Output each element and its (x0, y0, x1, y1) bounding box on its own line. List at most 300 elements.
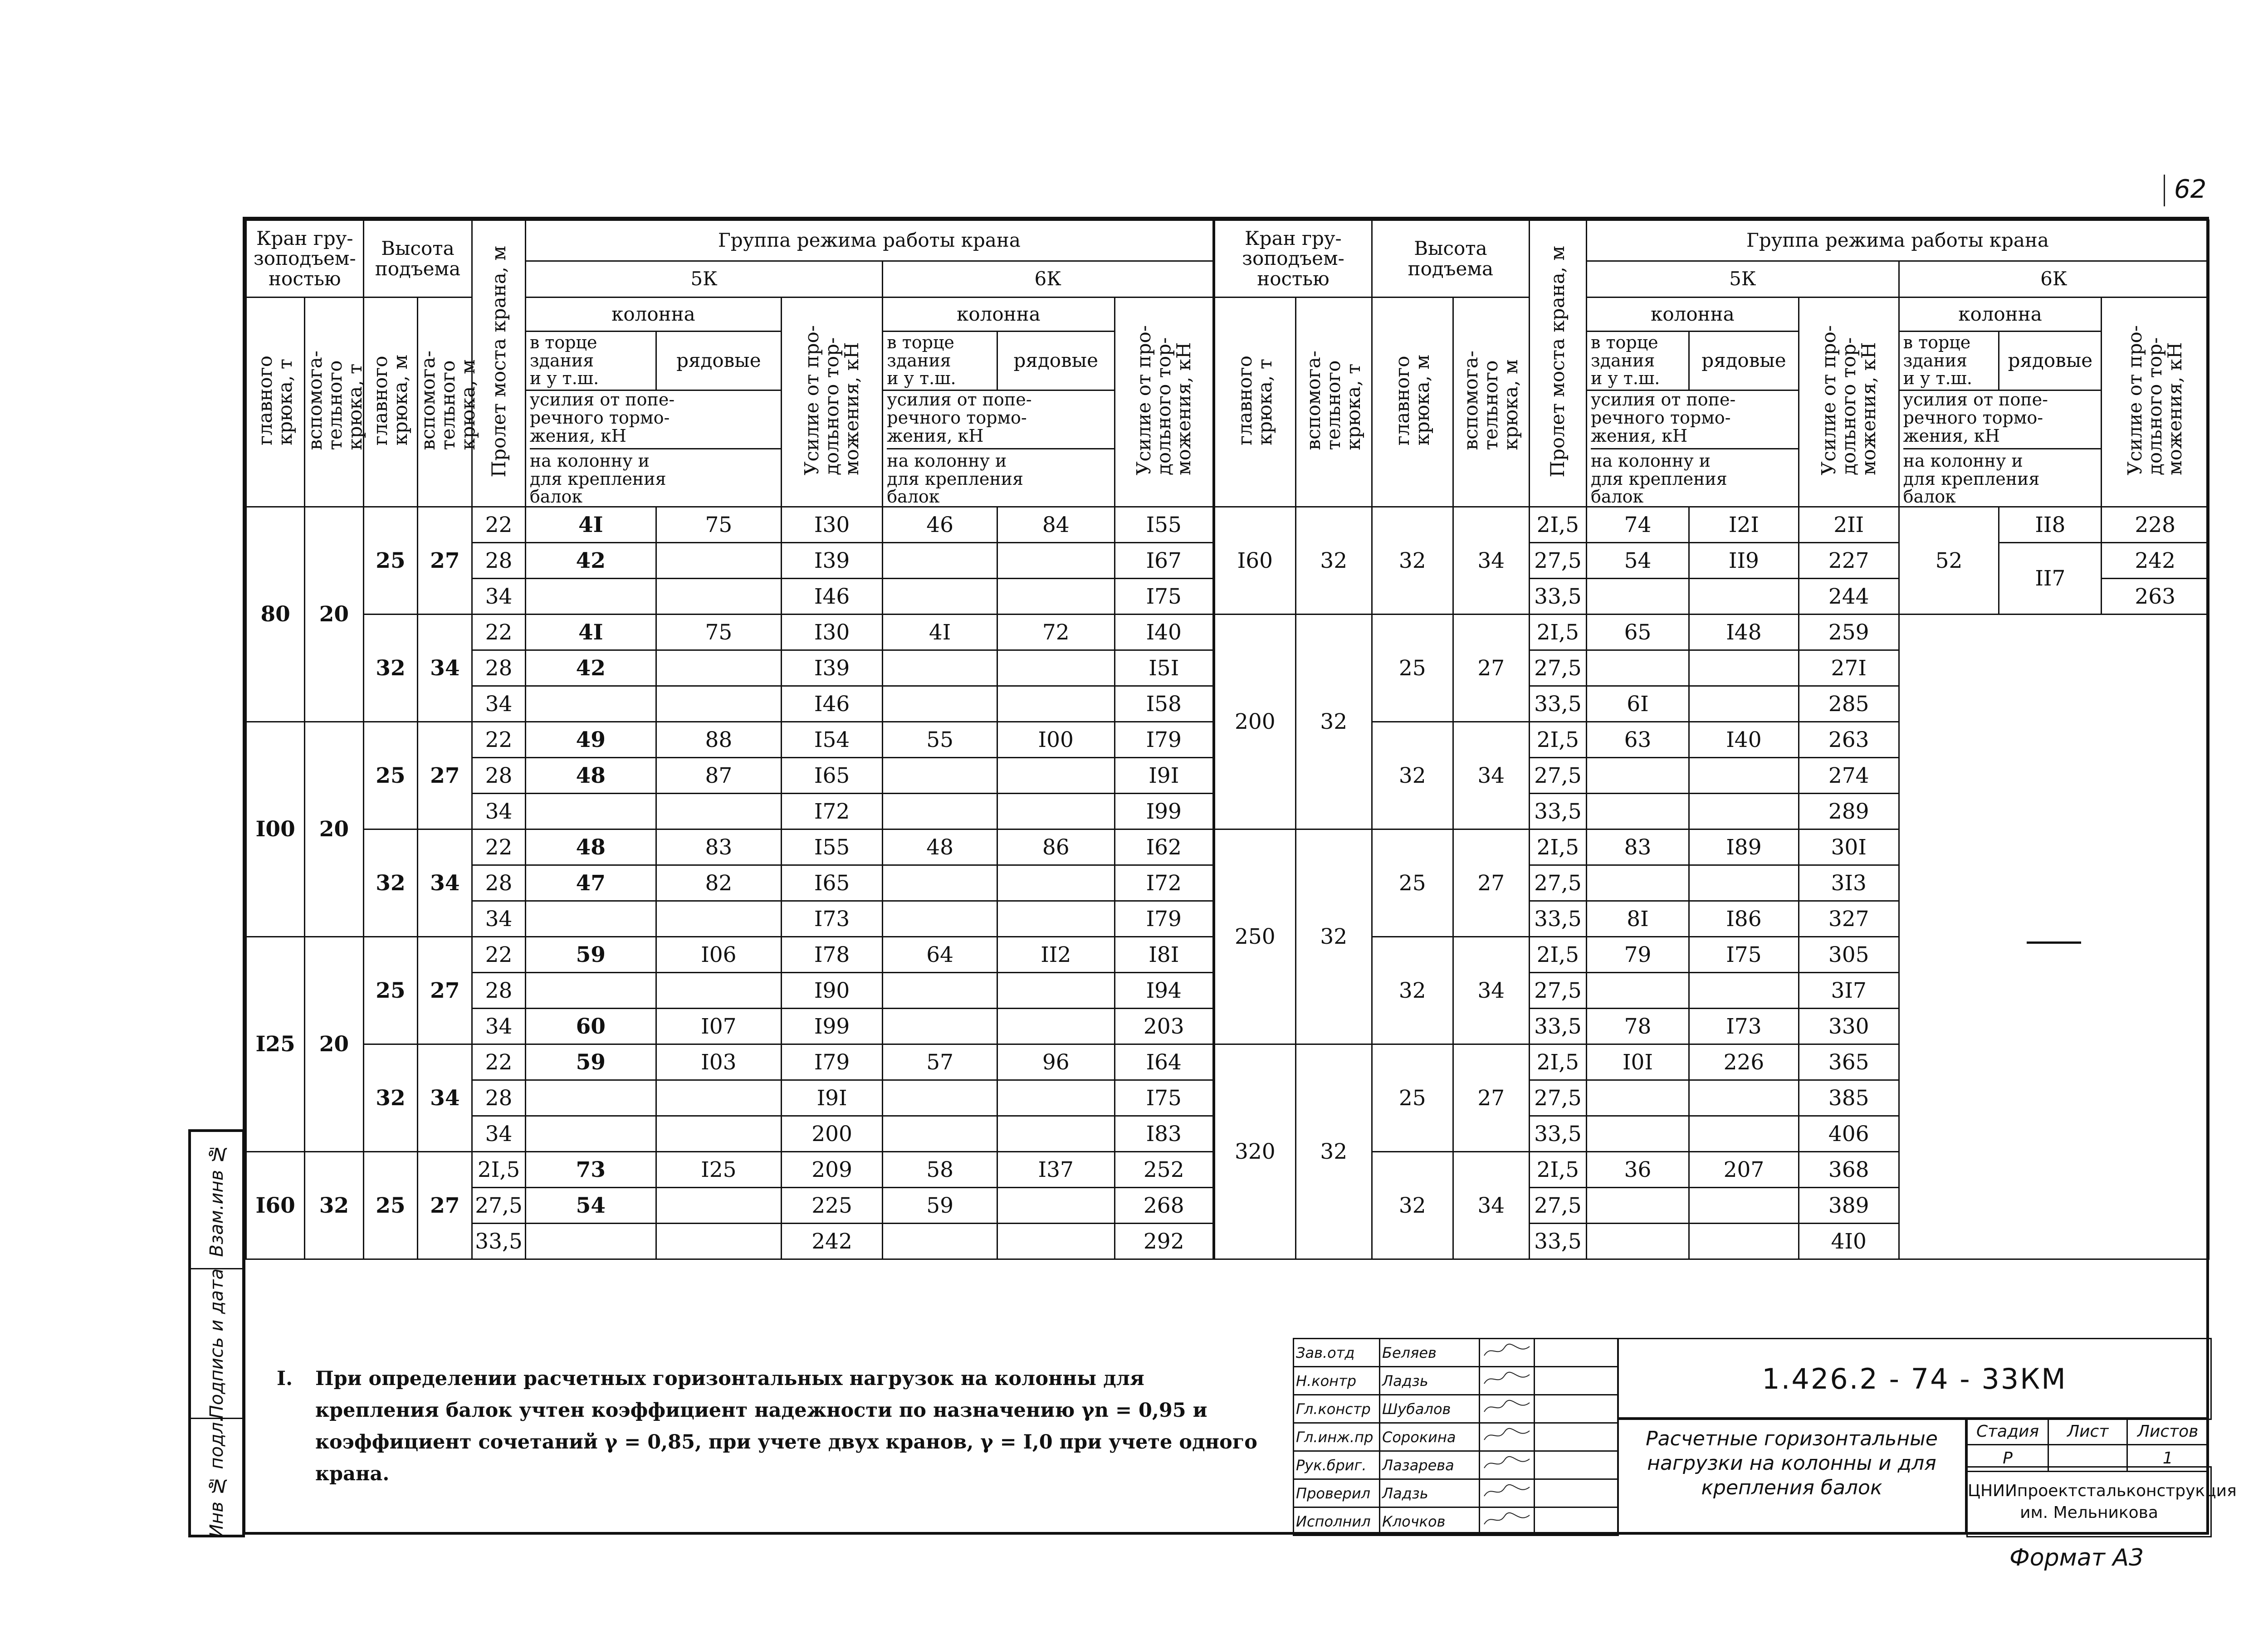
span-value: 28 (472, 758, 526, 794)
row-6k-value: 96 (997, 1044, 1114, 1080)
group-5k-header: 5К (1587, 261, 1899, 298)
span-value: 2I,5 (1529, 937, 1586, 973)
row-5k-value (656, 1116, 781, 1152)
end-wall-5k-value (525, 1116, 656, 1152)
date-cell (1535, 1507, 1618, 1536)
end-wall-5k-header: в торце здания и у т.ш. (525, 332, 656, 390)
end-wall-5k-value: 36 (1587, 1152, 1689, 1188)
no-data-6k-dash (1899, 615, 2209, 1259)
right-load-table (1214, 219, 2209, 1260)
aux-hook-height: 34 (418, 1044, 472, 1152)
sheets-label: Листов (2127, 1418, 2209, 1445)
signature-row (1294, 1339, 1618, 1367)
longitudinal-5k-value: 305 (1799, 937, 1899, 973)
signature-scribble (1482, 1483, 1532, 1501)
longitudinal-6k-value: I62 (1114, 829, 1213, 865)
longitudinal-5k-value: 368 (1799, 1152, 1899, 1188)
row-5k-value: 83 (656, 829, 781, 865)
row-6k-value: 86 (997, 829, 1114, 865)
aux-hook-height: 34 (418, 615, 472, 722)
signer-name: Лазарева (1380, 1451, 1480, 1479)
end-wall-5k-value: 48 (525, 829, 656, 865)
end-wall-6k-value (883, 543, 997, 579)
signature-scribble (1482, 1426, 1532, 1444)
longitudinal-5k-value: 225 (781, 1188, 882, 1224)
signature-scribble (1482, 1511, 1532, 1529)
signature-mark (1480, 1507, 1535, 1536)
stage-table (1966, 1417, 2209, 1472)
main-hook-m-header: главного крюка, м (363, 298, 418, 507)
longitudinal-6k-value: I55 (1114, 507, 1213, 543)
end-wall-6k-value: 58 (883, 1152, 997, 1188)
longitudinal-5k-value: I73 (781, 901, 882, 937)
end-wall-6k-value (883, 758, 997, 794)
row-6k-value (997, 1188, 1114, 1224)
longitudinal-5k-value: 330 (1799, 1009, 1899, 1044)
end-wall-5k-value: 83 (1587, 829, 1689, 865)
aux-hook-capacity: 20 (305, 937, 363, 1152)
row-5k-value (1689, 794, 1799, 829)
end-wall-6k-value: 64 (883, 937, 997, 973)
row-5k-value (656, 579, 781, 615)
end-wall-6k-value: 59 (883, 1188, 997, 1224)
end-wall-5k-value (525, 1080, 656, 1116)
main-hook-height: 32 (363, 829, 418, 937)
longitudinal-5k-value: 406 (1799, 1116, 1899, 1152)
main-hook-m-header: главного крюка, м (1372, 298, 1453, 507)
main-hook-height: 32 (363, 615, 418, 722)
main-hook-capacity: I25 (246, 937, 305, 1152)
signer-role: Зав.отд (1294, 1339, 1380, 1367)
signature-mark (1480, 1479, 1535, 1507)
aux-hook-height: 27 (418, 1152, 472, 1259)
end-wall-5k-value: 79 (1587, 937, 1689, 973)
row-6k-value (997, 901, 1114, 937)
signer-name: Клочков (1380, 1507, 1480, 1536)
aux-hook-capacity: 32 (1295, 1044, 1372, 1259)
end-wall-5k-value: 42 (525, 543, 656, 579)
date-cell (1535, 1339, 1618, 1367)
longitudinal-6k-value: 228 (2102, 507, 2209, 543)
footnote-number: I. (277, 1367, 293, 1390)
end-wall-5k-value: 73 (525, 1152, 656, 1188)
longitudinal-5k-value: I90 (781, 973, 882, 1009)
aux-hook-capacity: 32 (1295, 507, 1372, 615)
group-6k-header: 6К (1899, 261, 2209, 298)
longitudinal-5k-value: I39 (781, 650, 882, 686)
longitudinal-5k-value: I55 (781, 829, 882, 865)
row-5k-value (1689, 1188, 1799, 1224)
row-5k-value: II9 (1689, 543, 1799, 579)
signature-scribble (1482, 1398, 1532, 1416)
longitudinal-5k-value: 389 (1799, 1188, 1899, 1224)
transverse-fastening-6k-header: усилия от попе- речного тормо- жения, кН на колонну и для крепления балок (1899, 390, 2102, 507)
end-wall-5k-value: 47 (525, 865, 656, 901)
longitudinal-5k-value: 242 (781, 1224, 882, 1259)
table-row (1215, 615, 2209, 650)
span-value: 22 (472, 507, 526, 543)
row-5k-value: I06 (656, 937, 781, 973)
row-5k-value: 87 (656, 758, 781, 794)
row-6k-value (997, 1080, 1114, 1116)
signer-name: Ладзь (1380, 1367, 1480, 1395)
longitudinal-5k-value: I65 (781, 758, 882, 794)
main-hook-height: 32 (1372, 507, 1453, 615)
longitudinal-6k-value: I9I (1114, 758, 1213, 794)
row-5k-value (656, 973, 781, 1009)
longitudinal-5k-value: I46 (781, 686, 882, 722)
column-5k-header: колонна (525, 298, 781, 332)
aux-hook-height: 27 (1453, 615, 1529, 722)
longitudinal-5k-value: I30 (781, 507, 882, 543)
row-6k-value: 84 (997, 507, 1114, 543)
longitudinal-5k-value: I99 (781, 1009, 882, 1044)
span-value: 27,5 (1529, 865, 1586, 901)
transverse-fastening-5k-header: усилия от попе- речного тормо- жения, кН на колонну и для крепления балок (525, 390, 781, 507)
span-value: 28 (472, 543, 526, 579)
end-wall-5k-value: 59 (525, 937, 656, 973)
main-hook-height: 32 (363, 1044, 418, 1152)
main-hook-height: 32 (1372, 722, 1453, 829)
title-block (1293, 1338, 2237, 1535)
longitudinal-6k-value: I75 (1114, 579, 1213, 615)
date-cell (1535, 1451, 1618, 1479)
row-6k-value (997, 865, 1114, 901)
row-5k-value (1689, 758, 1799, 794)
span-value: 28 (472, 650, 526, 686)
end-wall-6k-value: 48 (883, 829, 997, 865)
row-6k-value (997, 686, 1114, 722)
row-5k-value: 82 (656, 865, 781, 901)
duty-group-header: Группа режима работы крана (1587, 220, 2209, 261)
end-wall-5k-value (525, 794, 656, 829)
row-6k-value (997, 579, 1114, 615)
end-wall-5k-value (525, 901, 656, 937)
row-5k-value: I48 (1689, 615, 1799, 650)
end-wall-5k-value (1587, 794, 1689, 829)
longitudinal-6k-value: I8I (1114, 937, 1213, 973)
end-wall-5k-header: в торце здания и у т.ш. (1587, 332, 1689, 390)
row-5k-value (656, 1080, 781, 1116)
row-6k-value (997, 1224, 1114, 1259)
aux-hook-t-header: вспомога- тельного крюка, т (305, 298, 363, 507)
signature-mark (1480, 1451, 1535, 1479)
row-5k-value: I86 (1689, 901, 1799, 937)
longitudinal-5k-value: 27I (1799, 650, 1899, 686)
strip-cell-signature: Подпись и дата (191, 1268, 242, 1418)
longitudinal-5k-value: 385 (1799, 1080, 1899, 1116)
longitudinal-5k-value: 227 (1799, 543, 1899, 579)
longitudinal-5k-value: 2II (1799, 507, 1899, 543)
end-wall-6k-value: 57 (883, 1044, 997, 1080)
sheets-value: 1 (2127, 1445, 2209, 1472)
left-load-table (245, 219, 1214, 1260)
longitudinal-5k-value: I79 (781, 1044, 882, 1080)
row-5k-value (1689, 865, 1799, 901)
end-wall-6k-value (883, 1224, 997, 1259)
signer-role: Рук.бриг. (1294, 1451, 1380, 1479)
crane-capacity-header: Кран гру- зоподъем- ностью (1215, 220, 1372, 298)
row-5k-value: I25 (656, 1152, 781, 1188)
longitudinal-6k-value: I83 (1114, 1116, 1213, 1152)
longitudinal-6k-value: I99 (1114, 794, 1213, 829)
drawing-sheet (243, 217, 2209, 1535)
table-row (246, 829, 1213, 865)
row-5k-value (656, 1188, 781, 1224)
longitudinal-5k-value: 327 (1799, 901, 1899, 937)
end-wall-6k-value (883, 650, 997, 686)
longitudinal-5k-value: 3I7 (1799, 973, 1899, 1009)
end-wall-5k-value (1587, 973, 1689, 1009)
end-wall-6k-value (883, 1080, 997, 1116)
main-hook-height: 25 (363, 722, 418, 829)
end-wall-5k-value: I0I (1587, 1044, 1689, 1080)
aux-hook-height: 27 (418, 507, 472, 615)
main-hook-height: 25 (1372, 829, 1453, 937)
date-cell (1535, 1423, 1618, 1451)
longitudinal-5k-value: I65 (781, 865, 882, 901)
column-6k-header: колонна (1899, 298, 2102, 332)
span-value: 22 (472, 937, 526, 973)
aux-hook-height: 34 (1453, 1152, 1529, 1259)
row-5k-value (1689, 1116, 1799, 1152)
span-value: 2I,5 (1529, 829, 1586, 865)
column-6k-header: колонна (883, 298, 1114, 332)
signer-role: Исполнил (1294, 1507, 1380, 1536)
span-value: 22 (472, 722, 526, 758)
span-value: 34 (472, 794, 526, 829)
span-value: 33,5 (1529, 1116, 1586, 1152)
row-5k-value: 75 (656, 615, 781, 650)
row-5k-value (656, 650, 781, 686)
signature-row (1294, 1507, 1618, 1536)
aux-hook-m-header: вспомога- тельного крюка, м (418, 298, 472, 507)
main-hook-height: 25 (363, 1152, 418, 1259)
span-value: 2I,5 (1529, 1152, 1586, 1188)
row-6k-value: 72 (997, 615, 1114, 650)
row-5k-value: I89 (1689, 829, 1799, 865)
span-value: 28 (472, 973, 526, 1009)
end-wall-6k-value: 52 (1899, 507, 1999, 615)
longitudinal-6k-value: I94 (1114, 973, 1213, 1009)
end-wall-5k-value: 59 (525, 1044, 656, 1080)
row-5k-value: I40 (1689, 722, 1799, 758)
longitudinal-5k-header: Усилие от про- дольного тор- можения, кН (781, 298, 882, 507)
row-5k-value (656, 686, 781, 722)
table-row (246, 722, 1213, 758)
row-6k-value: II8 (1999, 507, 2102, 543)
signature-mark (1480, 1395, 1535, 1423)
signature-scribble (1482, 1370, 1532, 1388)
row-5k-header: рядовые (656, 332, 781, 390)
main-hook-capacity: I00 (246, 722, 305, 937)
row-6k-header: рядовые (1999, 332, 2102, 390)
table-row (246, 1152, 1213, 1188)
aux-hook-capacity: 32 (1295, 615, 1372, 829)
row-6k-value (997, 543, 1114, 579)
lift-height-header: Высота подъема (363, 220, 472, 298)
end-wall-6k-header: в торце здания и у т.ш. (1899, 332, 1999, 390)
signature-row (1294, 1451, 1618, 1479)
span-value: 2I,5 (1529, 507, 1586, 543)
row-6k-value: I37 (997, 1152, 1114, 1188)
end-wall-5k-value (1587, 1080, 1689, 1116)
signature-row (1294, 1423, 1618, 1451)
row-5k-value: 226 (1689, 1044, 1799, 1080)
dash-mark (2027, 941, 2081, 944)
signer-role: Проверил (1294, 1479, 1380, 1507)
end-wall-6k-value (883, 1009, 997, 1044)
longitudinal-5k-value: 285 (1799, 686, 1899, 722)
document-code: 1.426.2 - 74 - 33КМ (1617, 1338, 2212, 1420)
row-5k-value (656, 543, 781, 579)
strip-cell-original: Инв № подл. (191, 1418, 242, 1535)
end-wall-5k-value (525, 1224, 656, 1259)
group-6k-header: 6К (883, 261, 1213, 298)
longitudinal-6k-value: 252 (1114, 1152, 1213, 1188)
row-5k-value (1689, 973, 1799, 1009)
row-5k-value: 88 (656, 722, 781, 758)
span-header: Пролет моста крана, м (472, 220, 526, 507)
span-value: 28 (472, 1080, 526, 1116)
span-value: 22 (472, 829, 526, 865)
span-value: 2I,5 (1529, 1044, 1586, 1080)
span-value: 22 (472, 1044, 526, 1080)
row-5k-value (1689, 1080, 1799, 1116)
main-hook-height: 25 (1372, 1044, 1453, 1152)
aux-hook-height: 34 (1453, 507, 1529, 615)
row-6k-value: I00 (997, 722, 1114, 758)
table-row (1215, 507, 2209, 543)
longitudinal-5k-value: 289 (1799, 794, 1899, 829)
end-wall-5k-value: 54 (525, 1188, 656, 1224)
signature-scribble (1482, 1342, 1532, 1360)
longitudinal-5k-value: 244 (1799, 579, 1899, 615)
longitudinal-5k-value: I30 (781, 615, 882, 650)
signer-role: Н.контр (1294, 1367, 1380, 1395)
signer-name: Ладзь (1380, 1479, 1480, 1507)
longitudinal-6k-header: Усилие от про- дольного тор- можения, кН (2102, 298, 2209, 507)
aux-hook-height: 27 (418, 722, 472, 829)
row-6k-value (997, 650, 1114, 686)
longitudinal-5k-value: 209 (781, 1152, 882, 1188)
end-wall-5k-value (1587, 579, 1689, 615)
span-value: 2I,5 (1529, 615, 1586, 650)
stage-value: Р (1967, 1445, 2048, 1472)
signature-table (1293, 1338, 1619, 1536)
span-value: 34 (472, 686, 526, 722)
row-5k-value: I75 (1689, 937, 1799, 973)
row-5k-value (656, 1224, 781, 1259)
aux-hook-height: 34 (418, 829, 472, 937)
lift-height-header: Высота подъема (1372, 220, 1529, 298)
row-6k-value: II2 (997, 937, 1114, 973)
column-5k-header: колонна (1587, 298, 1799, 332)
span-value: 33,5 (1529, 686, 1586, 722)
end-wall-5k-value: 6I (1587, 686, 1689, 722)
aux-hook-capacity: 20 (305, 722, 363, 937)
longitudinal-5k-value: 3I3 (1799, 865, 1899, 901)
span-value: 33,5 (1529, 794, 1586, 829)
longitudinal-5k-value: 259 (1799, 615, 1899, 650)
row-6k-value (997, 1116, 1114, 1152)
span-value: 27,5 (472, 1188, 526, 1224)
duty-group-header: Группа режима работы крана (525, 220, 1213, 261)
stage-label: Стадия (1967, 1418, 2048, 1445)
main-hook-height: 25 (363, 937, 418, 1044)
end-wall-6k-value (883, 579, 997, 615)
row-5k-value: I2I (1689, 507, 1799, 543)
end-wall-5k-value: 54 (1587, 543, 1689, 579)
span-value: 33,5 (1529, 579, 1586, 615)
row-5k-value (1689, 1224, 1799, 1259)
longitudinal-5k-value: I46 (781, 579, 882, 615)
main-hook-t-header: главного крюка, т (246, 298, 305, 507)
main-hook-capacity: I60 (246, 1152, 305, 1259)
end-wall-6k-value (883, 973, 997, 1009)
strip-cell-inventory: Взам.инв № (206, 1143, 227, 1257)
table-row (246, 1044, 1213, 1080)
longitudinal-6k-value: 203 (1114, 1009, 1213, 1044)
group-5k-header: 5К (525, 261, 882, 298)
span-value: 34 (472, 1009, 526, 1044)
end-wall-5k-value: 42 (525, 650, 656, 686)
span-value: 2I,5 (472, 1152, 526, 1188)
end-wall-5k-value (1587, 758, 1689, 794)
longitudinal-6k-value: I64 (1114, 1044, 1213, 1080)
row-5k-value: 207 (1689, 1152, 1799, 1188)
longitudinal-6k-value: 242 (2102, 543, 2209, 579)
end-wall-5k-value: 78 (1587, 1009, 1689, 1044)
date-cell (1535, 1479, 1618, 1507)
end-wall-5k-value: 65 (1587, 615, 1689, 650)
end-wall-6k-value: 46 (883, 507, 997, 543)
span-value: 33,5 (472, 1224, 526, 1259)
span-value: 33,5 (1529, 1224, 1586, 1259)
table-row (246, 937, 1213, 973)
row-6k-value (997, 794, 1114, 829)
longitudinal-6k-value: I75 (1114, 1080, 1213, 1116)
row-5k-value (1689, 579, 1799, 615)
row-5k-value: I07 (656, 1009, 781, 1044)
end-wall-6k-value: 55 (883, 722, 997, 758)
sheet-label: Лист (2048, 1418, 2127, 1445)
row-5k-value: I73 (1689, 1009, 1799, 1044)
date-cell (1535, 1395, 1618, 1423)
crane-capacity-header: Кран гру- зоподъем- ностью (246, 220, 364, 298)
signer-role: Гл.констр (1294, 1395, 1380, 1423)
longitudinal-6k-header: Усилие от про- дольного тор- можения, кН (1114, 298, 1213, 507)
end-wall-5k-value: 49 (525, 722, 656, 758)
signer-name: Беляев (1380, 1339, 1480, 1367)
span-value: 27,5 (1529, 758, 1586, 794)
end-wall-6k-value (883, 794, 997, 829)
span-value: 27,5 (1529, 973, 1586, 1009)
end-wall-5k-value: 48 (525, 758, 656, 794)
end-wall-5k-value (1587, 865, 1689, 901)
longitudinal-5k-value: I54 (781, 722, 882, 758)
main-hook-capacity: 250 (1215, 829, 1296, 1044)
end-wall-5k-value (525, 973, 656, 1009)
longitudinal-5k-header: Усилие от про- дольного тор- можения, кН (1799, 298, 1899, 507)
aux-hook-height: 34 (1453, 722, 1529, 829)
span-value: 27,5 (1529, 1080, 1586, 1116)
row-5k-header: рядовые (1689, 332, 1799, 390)
row-6k-value (997, 1009, 1114, 1044)
longitudinal-5k-value: I72 (781, 794, 882, 829)
page-number: 62 (2164, 175, 2224, 206)
end-wall-6k-value (883, 686, 997, 722)
